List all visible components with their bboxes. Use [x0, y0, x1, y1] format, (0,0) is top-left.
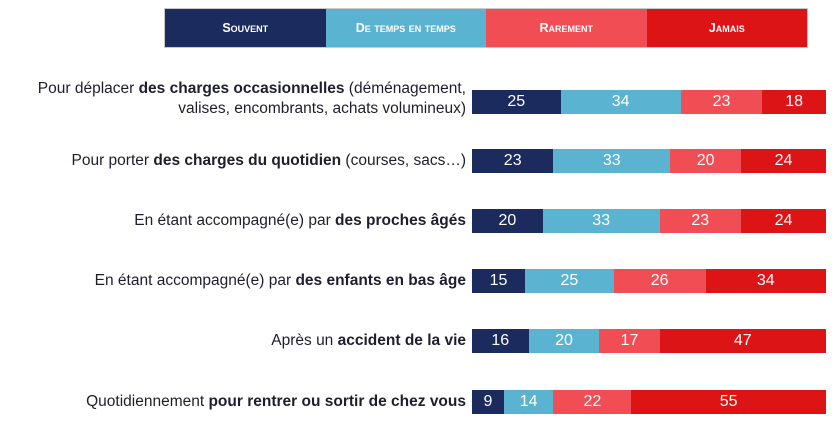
bar-segment-souvent: 20: [472, 209, 543, 233]
bar-segment-rarement: 23: [681, 90, 762, 114]
stacked-bar: [472, 329, 826, 353]
stacked-bar: [472, 209, 826, 233]
bar-segment-rarement: 20: [670, 149, 741, 173]
row-label-text: Pour porter: [71, 152, 154, 169]
bar-segment-souvent: 15: [472, 269, 525, 293]
row-label-line: [38, 79, 466, 99]
row-label-text: Quotidiennement: [86, 393, 209, 410]
bar-segment-de-temps-en-temps: 33: [553, 149, 670, 173]
row-label-text: En étant accompagné(e) par: [94, 272, 296, 289]
bar-segment-jamais: 24: [741, 209, 826, 233]
bar-segment-jamais: 55: [631, 390, 826, 414]
stacked-bar: [472, 90, 826, 114]
legend-item-de-temps-en-temps: De temps en temps: [326, 9, 487, 47]
row-label: [95, 271, 466, 291]
stacked-bar: [472, 390, 826, 414]
row-label-bold-text: des charges du quotidien: [153, 152, 342, 169]
row-label-bold-text: pour rentrer ou sortir de chez vous: [208, 393, 466, 410]
row-label-line: [38, 99, 466, 119]
row-label-line: [86, 392, 466, 412]
legend: [164, 8, 808, 48]
row-label-text: En étant accompagné(e) par: [134, 212, 336, 229]
bar-segment-rarement: 23: [660, 209, 741, 233]
row-label-text: Pour déplacer: [37, 80, 139, 97]
bar-segment-de-temps-en-temps: 20: [529, 329, 600, 353]
row-label-line: [271, 331, 466, 351]
bar-segment-de-temps-en-temps: 34: [561, 90, 681, 114]
row-label-bold-text: des charges occasionnelles: [138, 80, 345, 97]
bar-segment-de-temps-en-temps: 14: [504, 390, 554, 414]
bar-segment-jamais: 47: [660, 329, 826, 353]
row-label-text: (courses, sacs…): [341, 152, 466, 169]
bar-segment-rarement: 26: [614, 269, 706, 293]
row-label-line: [134, 211, 466, 231]
row-label: [134, 211, 466, 231]
bar-segment-jamais: 18: [762, 90, 826, 114]
bar-segment-jamais: 24: [741, 149, 826, 173]
row-label: [72, 151, 467, 171]
bar-segment-rarement: 17: [599, 329, 659, 353]
stacked-bar: [472, 269, 826, 293]
row-label-text: Après un: [271, 332, 338, 349]
bar-segment-souvent: 23: [472, 149, 553, 173]
row-label-bold-text: des proches âgés: [335, 212, 466, 229]
row-label-line: [72, 151, 467, 171]
row-label: [38, 79, 466, 119]
legend-item-rarement: Rarement: [486, 9, 647, 47]
row-label-text: valises, encombrants, achats volumineux): [178, 100, 466, 117]
bar-segment-souvent: 16: [472, 329, 529, 353]
bar-segment-souvent: 9: [472, 390, 504, 414]
bar-segment-jamais: 34: [706, 269, 826, 293]
legend-item-souvent: Souvent: [165, 9, 326, 47]
row-label-bold-text: accident de la vie: [337, 332, 466, 349]
row-label: [271, 331, 466, 351]
bar-segment-souvent: 25: [472, 90, 561, 114]
legend-item-jamais: Jamais: [647, 9, 808, 47]
row-label-text: (déménagement,: [344, 80, 466, 97]
bar-segment-de-temps-en-temps: 33: [543, 209, 660, 233]
stacked-bar: [472, 149, 826, 173]
row-label-bold-text: des enfants en bas âge: [295, 272, 466, 289]
row-label-line: [95, 271, 466, 291]
bar-segment-rarement: 22: [553, 390, 631, 414]
row-label: [86, 392, 466, 412]
bar-segment-de-temps-en-temps: 25: [525, 269, 614, 293]
